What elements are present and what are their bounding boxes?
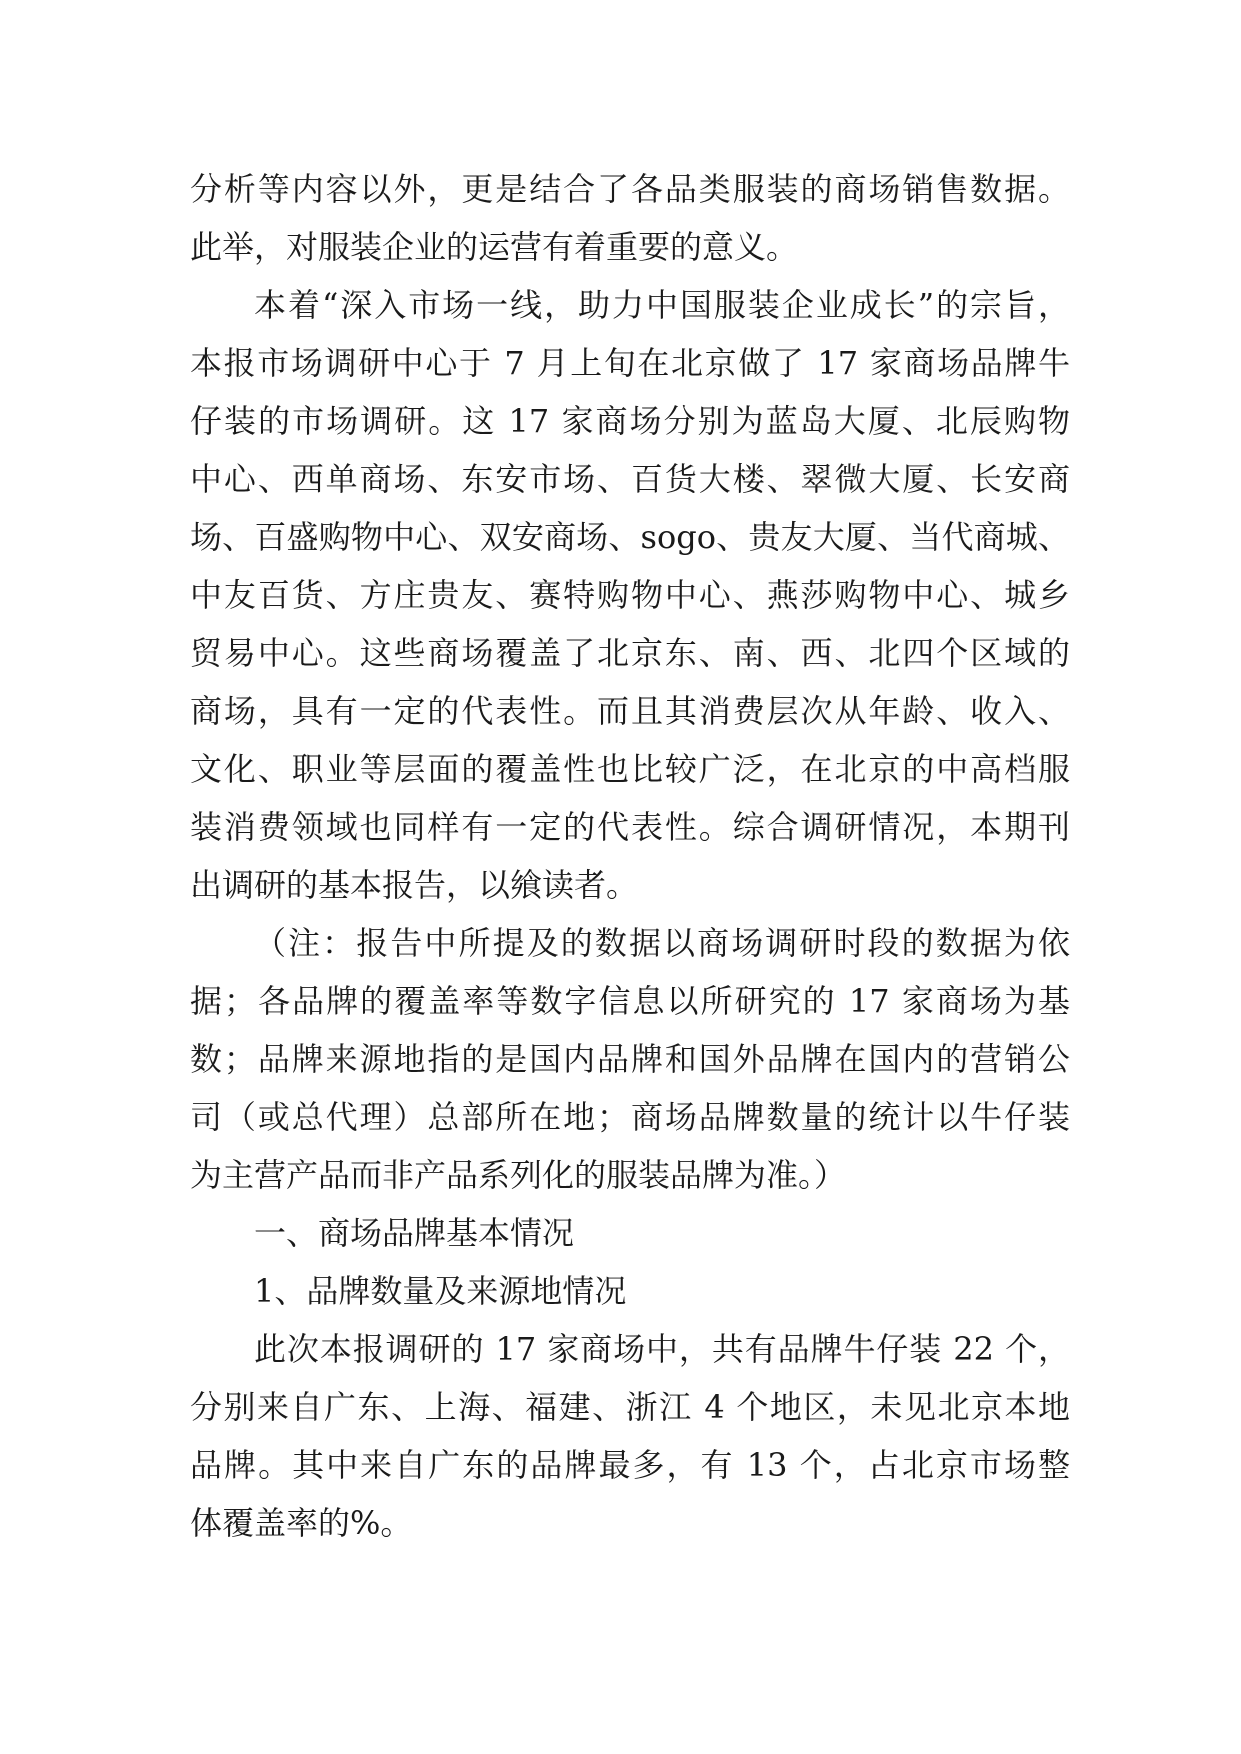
text-line: 中友百货、方庄贵友、赛特购物中心、燕莎购物中心、城乡	[190, 576, 1070, 614]
note-start-line: （注：报告中所提及的数据以商场调研时段的数据为依	[254, 924, 1070, 962]
text-line: 本报市场调研中心于 7 月上旬在北京做了 17 家商场品牌牛	[190, 344, 1070, 382]
text-line: 司（或总代理）总部所在地；商场品牌数量的统计以牛仔装	[190, 1098, 1070, 1136]
document-body	[190, 160, 1070, 1552]
text-line: 此举，对服装企业的运营有着重要的意义。	[190, 228, 799, 266]
text-line: 品牌。其中来自广东的品牌最多，有 13 个，占北京市场整	[190, 1446, 1070, 1484]
text-line: 数；品牌来源地指的是国内品牌和国外品牌在国内的营销公	[190, 1040, 1070, 1078]
text-line: 中心、西单商场、东安市场、百货大楼、翠微大厦、长安商	[190, 460, 1070, 498]
text-line: 文化、职业等层面的覆盖性也比较广泛，在北京的中高档服	[190, 750, 1070, 788]
text-line: 分析等内容以外，更是结合了各品类服装的商场销售数据。	[190, 170, 1070, 208]
text-line: 商场，具有一定的代表性。而且其消费层次从年龄、收入、	[190, 692, 1070, 730]
text-line: 贸易中心。这些商场覆盖了北京东、南、西、北四个区域的	[190, 634, 1070, 672]
section-heading: 一、商场品牌基本情况	[254, 1214, 575, 1252]
text-line: 据；各品牌的覆盖率等数字信息以所研究的 17 家商场为基	[190, 982, 1070, 1020]
paragraph-start-line: 此次本报调研的 17 家商场中，共有品牌牛仔装 22 个，	[254, 1330, 1070, 1368]
text-line: 为主营产品而非产品系列化的服装品牌为准。）	[190, 1156, 847, 1194]
text-line: 体覆盖率的%。	[190, 1504, 413, 1542]
text-line: 分别来自广东、上海、福建、浙江 4 个地区，未见北京本地	[190, 1388, 1070, 1426]
text-line: 场、百盛购物中心、双安商场、sogo、贵友大厦、当代商城、	[190, 518, 1070, 556]
text-line: 装消费领域也同样有一定的代表性。综合调研情况，本期刊	[190, 808, 1070, 846]
paragraph-start-line: 本着“深入市场一线，助力中国服装企业成长”的宗旨，	[254, 286, 1070, 324]
text-line: 仔装的市场调研。这 17 家商场分别为蓝岛大厦、北辰购物	[190, 402, 1070, 440]
text-line: 出调研的基本报告，以飨读者。	[190, 866, 639, 904]
subsection-heading: 1、品牌数量及来源地情况	[254, 1272, 627, 1310]
